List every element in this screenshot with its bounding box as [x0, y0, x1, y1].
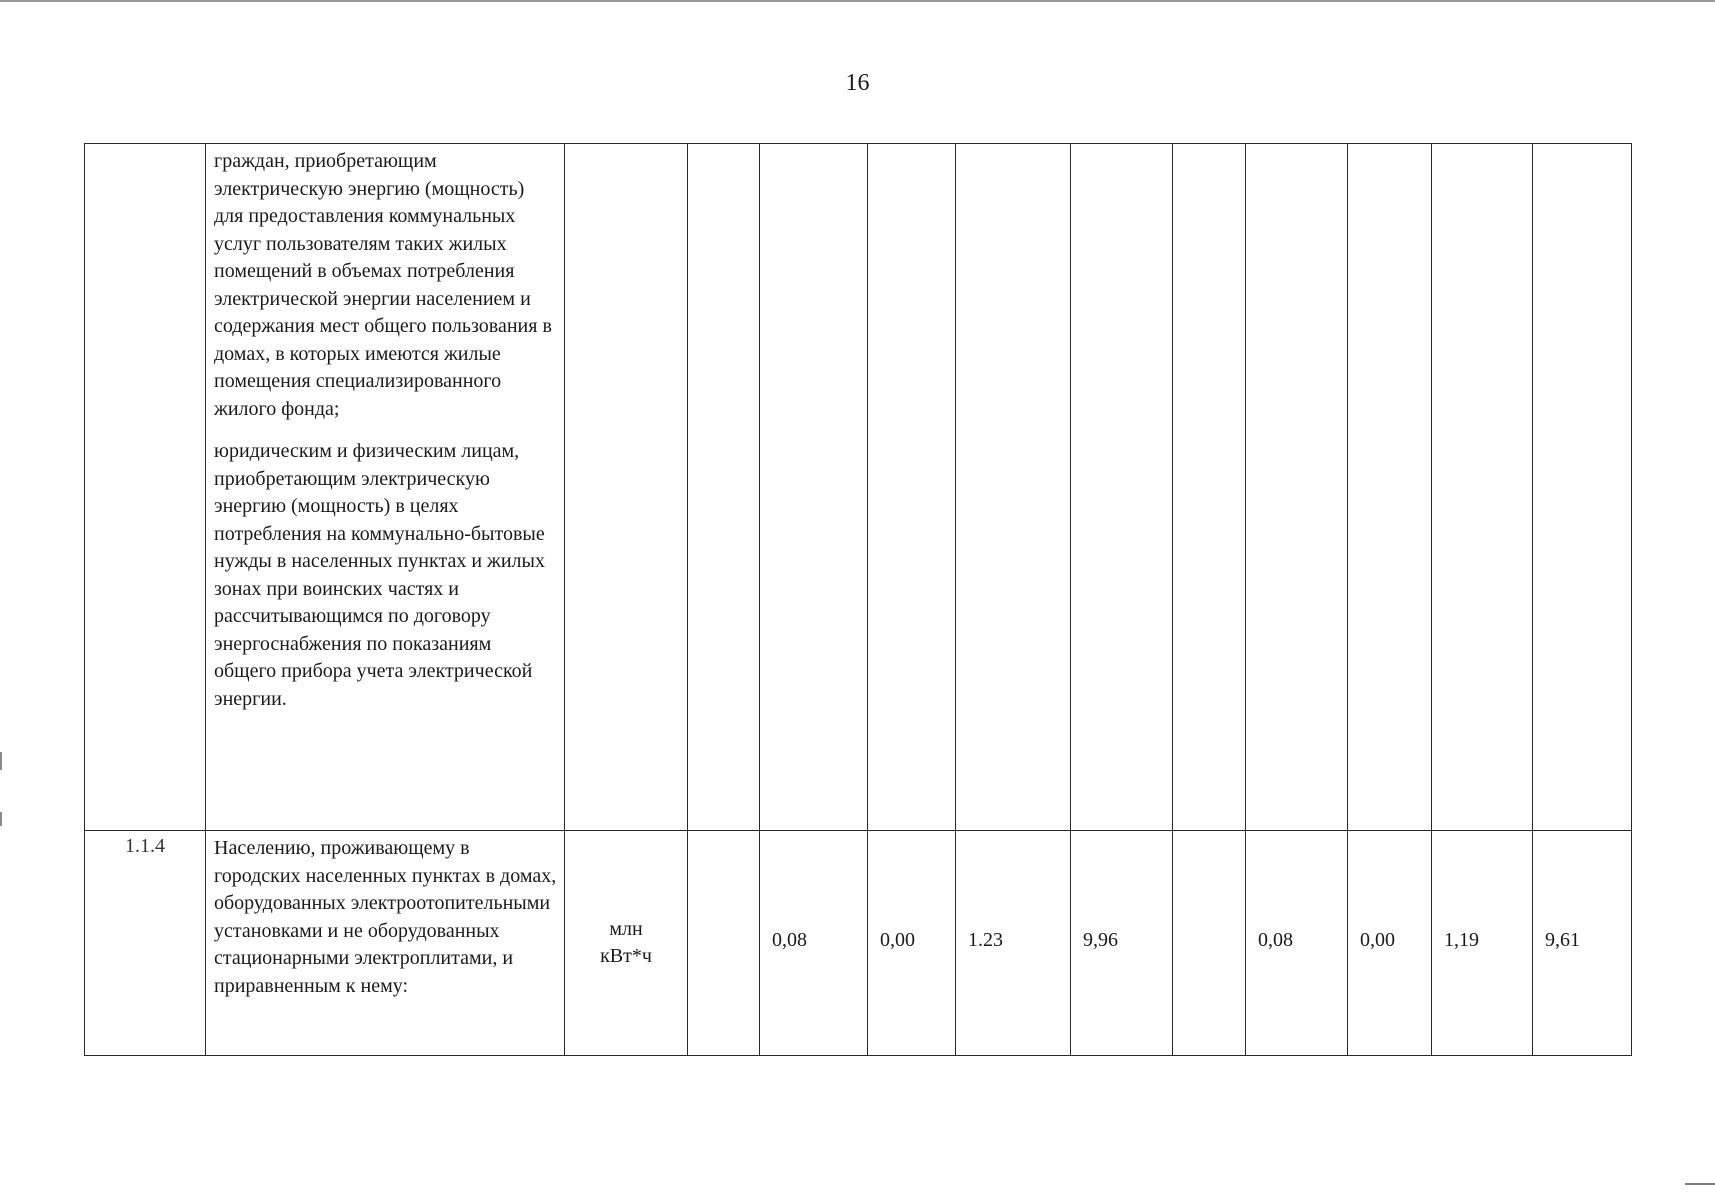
- value-cell: 1.23: [956, 831, 1071, 1056]
- value-cell: 9,61: [1533, 831, 1632, 1056]
- bottom-right-scan-mark: [1685, 1183, 1715, 1185]
- data-table: [84, 143, 1632, 1056]
- value-cell: [1071, 144, 1173, 831]
- top-scan-edge: [0, 0, 1715, 2]
- value-cell: [956, 144, 1071, 831]
- left-scan-mark: [0, 752, 2, 770]
- value-cell: 0,00: [868, 831, 956, 1056]
- value-cell: 0,08: [760, 831, 868, 1056]
- left-scan-mark: [0, 812, 2, 826]
- page-number: 16: [845, 70, 870, 96]
- unit-cell: [565, 144, 688, 831]
- value-cell: [1173, 831, 1246, 1056]
- row-code-cell: 1.1.4: [85, 831, 206, 1056]
- description-paragraph: Населению, проживающему в городских населенных пунктах в домах, оборудованных электроотопительными установками и не оборудованных стационарными электроплитами, и приравненным к нему:: [214, 837, 557, 997]
- description-paragraph: юридическим и физическим лицам, приобретающим электрическую энергию (мощность) в целях потребления на коммунально-бытовые нужды в населенных пунктах и жилых зонах при воинских частях и рассчитывающимся по договору энергоснабжения по показаниям общего прибора учета электрической энергии.: [214, 440, 545, 710]
- value-cell: 0,00: [1348, 831, 1432, 1056]
- value-cell: [1432, 144, 1533, 831]
- value-cell: [760, 144, 868, 831]
- value-cell: [1246, 144, 1348, 831]
- value-cell: [1173, 144, 1246, 831]
- value-cell: 1,19: [1432, 831, 1533, 1056]
- value-cell: [1348, 144, 1432, 831]
- row-description-cell: [206, 831, 565, 1056]
- table-row: [85, 144, 1632, 831]
- unit-line: млн: [609, 917, 643, 940]
- description-paragraph: граждан, приобретающим электрическую энергию (мощность) для предоставления коммунальных услуг пользователям таких жилых помещений в объемах потребления электрической энергии населением и содержания мест общего пользования в домах, в которых имеются жилые помещения специализированного жилого фонда;: [214, 150, 552, 420]
- value-cell: [868, 144, 956, 831]
- table-row: [85, 831, 1632, 1056]
- value-cell: 0,08: [1246, 831, 1348, 1056]
- value-cell: 9,96: [1071, 831, 1173, 1056]
- value-cell: [688, 831, 760, 1056]
- unit-cell: [565, 831, 688, 1056]
- row-description-cell: [206, 144, 565, 831]
- unit-line: кВт*ч: [600, 945, 652, 967]
- value-cell: [688, 144, 760, 831]
- row-code-cell: [85, 144, 206, 831]
- value-cell: [1533, 144, 1632, 831]
